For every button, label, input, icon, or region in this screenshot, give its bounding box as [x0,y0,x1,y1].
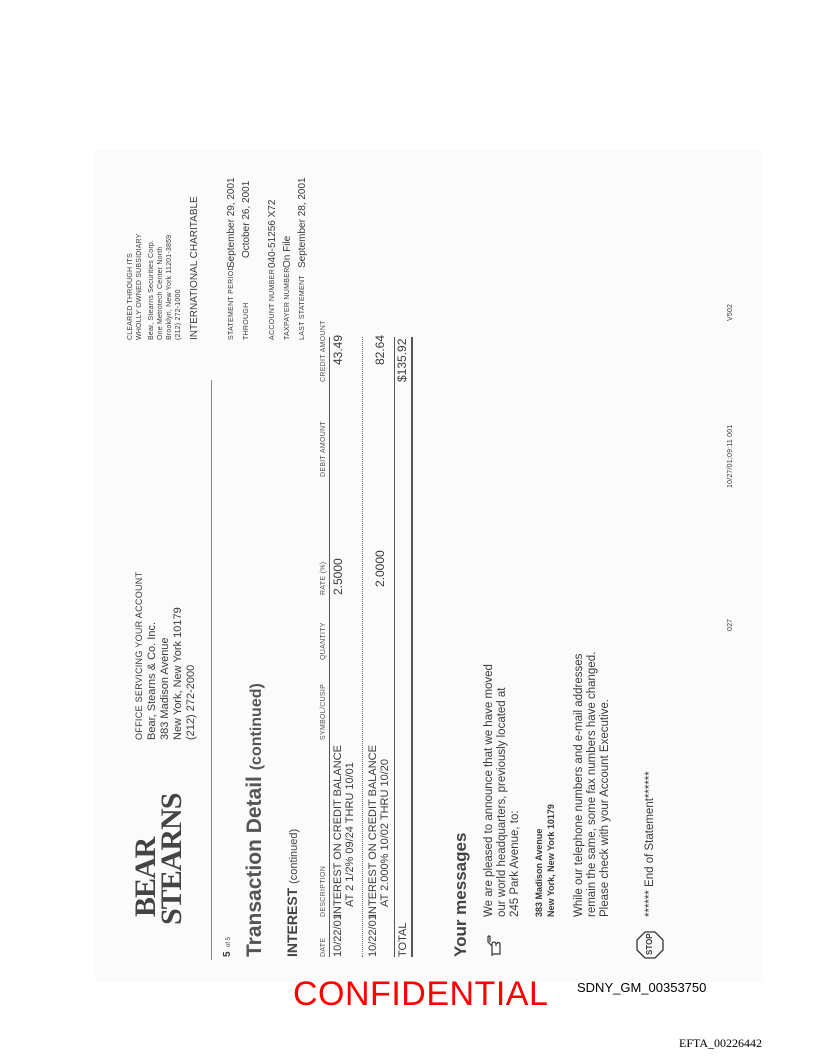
page-number [217,937,235,957]
logo-line1: BEAR [129,837,162,917]
end-of-statement: ****** End of Statement****** [644,771,656,917]
header-credit: CREDIT AMOUNT [320,320,327,382]
account-label: ACCOUNT NUMBER [269,269,276,340]
header-symbol: SYMBOL/CUSIP [320,683,327,740]
footer-code-1: 027 [727,618,734,631]
office-line: New York, New York 10179 [172,607,184,740]
clearing-line: One Metrotech Center North [157,246,164,340]
message-line: remain the same, some fax numbers have changed. [586,651,598,917]
bear-stearns-logo [129,793,188,925]
message-line: While our telephone numbers and e-mail addresses [573,653,585,917]
header-debit: DEBIT AMOUNT [320,421,327,477]
header-rule [211,380,212,960]
office-line: Bear, Stearns & Co. Inc. [146,621,158,740]
total-label: TOTAL [397,922,409,957]
row2-desc1: INTEREST ON CREDIT BALANCE [367,745,379,917]
row2-desc2: AT 2.000% 10/02 THRU 10/20 [379,759,391,907]
clearing-line: (212) 272-1000 [175,289,182,340]
pointing-hand-icon [485,935,503,957]
interest-title: INTEREST [284,887,300,957]
clearing-block [126,196,200,340]
stop-sign-icon [636,931,664,959]
section-title-main: Transaction Detail [243,776,266,957]
row2-rate: 2.0000 [373,550,387,587]
message-line: Please check with your Account Executive. [599,699,611,917]
message-line: We are pleased to announce that we have moved [483,664,495,917]
message-address [533,804,557,917]
row2-credit: 82.64 [373,334,387,365]
bates-number: SDNY_GM_00353750 [577,980,707,995]
account-value: 040-51256 X72 [267,199,278,268]
office-servicing-block [133,572,198,740]
header-rate: RATE (%) [320,561,327,595]
section-title [243,683,267,957]
clearing-line: Brooklyn, New York 11201-3859 [166,234,173,340]
scanned-statement-page [95,150,763,982]
row1-date: 10/22/01 [332,914,344,957]
footer-code-3: V502 [727,303,734,321]
logo-line2: STEARNS [155,793,188,925]
office-heading: OFFICE SERVICING YOUR ACCOUNT [134,571,144,740]
clearing-heading: CLEARED THROUGH ITS [127,253,134,340]
page-num: 5 [222,951,233,957]
message-line: 245 Park Avenue, to: [509,810,521,917]
clearing-line: Bear, Stearns Securities Corp. [148,239,155,340]
last-statement-label: LAST STATEMENT [299,275,306,340]
efta-number: EFTA_00226442 [679,1036,763,1050]
row1-credit: 43.49 [331,334,345,365]
total-value: $135.92 [395,338,409,382]
confidential-stamp: CONFIDENTIAL [293,975,549,1013]
message-line: our world headquarters, previously located at [496,687,508,917]
taxpayer-label: TAXPAYER NUMBER [284,267,291,340]
row1-rate: 2.5000 [331,558,345,595]
stop-label: STOP [645,933,654,955]
page-of: of 5 [226,936,232,947]
row1-desc2: AT 2 1/2% 09/24 THRU 10/01 [344,762,356,907]
account-name: INTERNATIONAL CHARITABLE [189,196,200,340]
row1-desc1: INTEREST ON CREDIT BALANCE [332,745,344,917]
header-quantity: QUANTITY [320,622,327,660]
interest-cont: (continued) [288,828,300,884]
footer-code-2: 10/27/01;09:11 001 [727,424,734,488]
office-line: 383 Madison Avenue [159,637,171,740]
period-value: September 29, 2001 [226,177,237,268]
office-line: (212) 272-2000 [185,664,197,740]
total-bottom-rule [411,337,413,957]
message-paragraph-2 [573,652,612,917]
header-date: DATE [320,937,327,957]
taxpayer-value: On File [282,235,293,268]
address-line: 383 Madison Avenue [534,828,544,917]
through-value: October 26, 2001 [241,180,252,258]
total-top-rule [394,337,395,957]
address-line: New York, New York 10179 [546,804,556,917]
period-label: STATEMENT PERIOD [228,265,235,340]
clearing-heading: WHOLLY OWNED SUBSIDIARY [136,233,143,340]
row-separator [362,337,363,957]
section-title-cont: (continued) [248,683,265,771]
interest-heading [284,829,300,957]
messages-title: Your messages [451,832,470,957]
header-underline [329,337,330,957]
row2-date: 10/22/01 [367,914,379,957]
last-statement-value: September 28, 2001 [297,177,308,268]
header-description: DESCRIPTION [320,865,327,917]
through-label: THROUGH [243,302,250,340]
rotated-statement [113,153,753,965]
message-paragraph-1 [483,664,522,917]
